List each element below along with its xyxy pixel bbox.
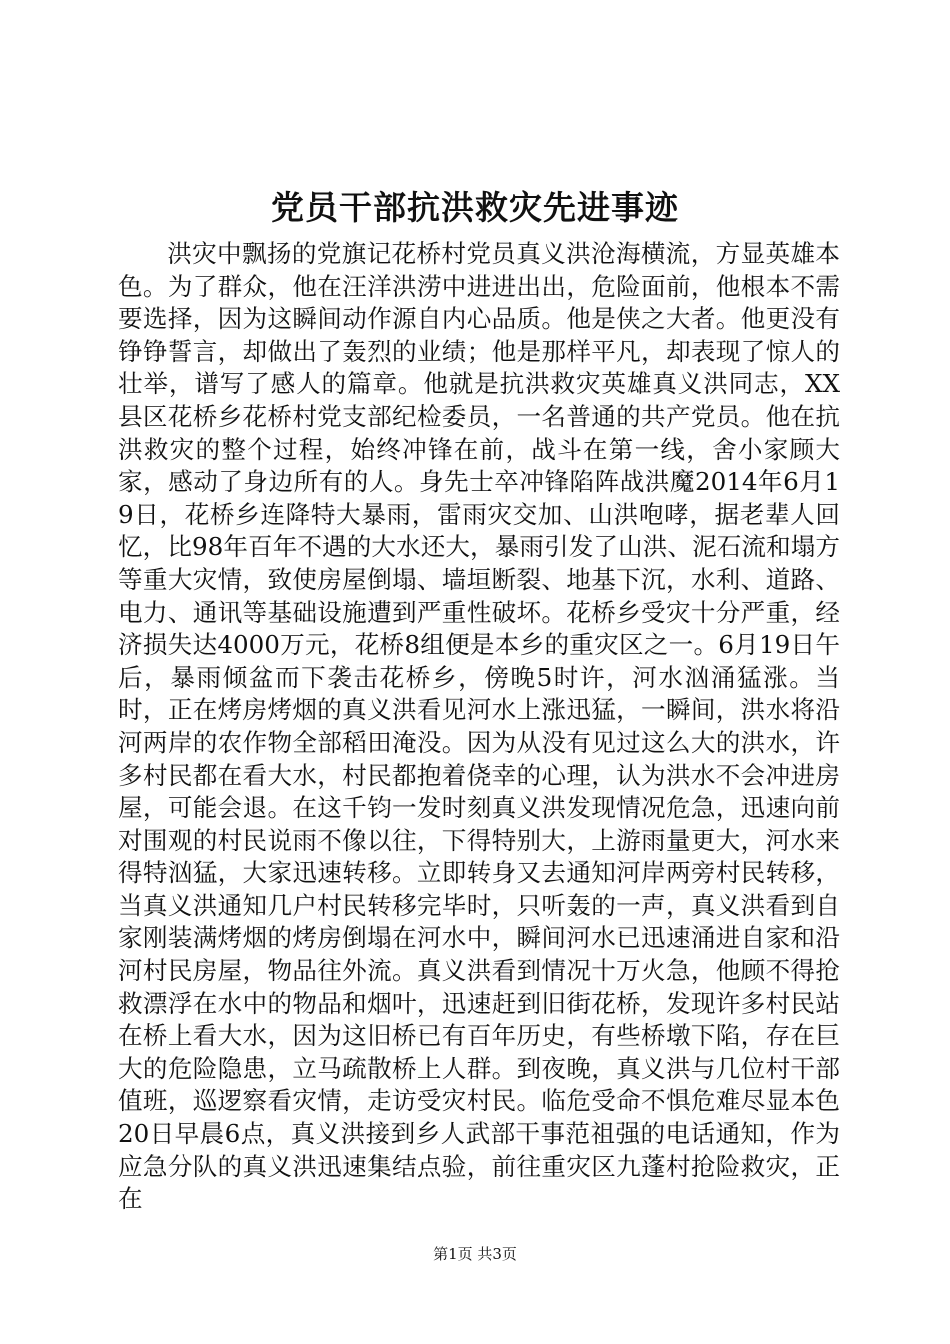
document-title: 党员干部抗洪救灾先进事迹 [271,188,679,227]
page-number-footer: 第1页 共3页 [433,1245,517,1263]
document-body-paragraph: 洪灾中飘扬的党旗记花桥村党员真义洪沧海横流，方显英雄本色。为了群众，他在汪洋洪涝中进进出出，危险面前，他根本不需要选择，因为这瞬间动作源自内心品质。他是侠之大者。他更没有铮铮誓言，却做出了轰烈的业绩；他是那样平凡，却表现了惊人的壮举，谱写了感人的篇章。他就是抗洪救灾英雄真义洪同志，XX县区花桥乡花桥村党支部纪检委员，一名普通的共产党员。他在抗洪救灾的整个过程，始终冲锋在前，战斗在第一线，舍小家顾大家，感动了身边所有的人。身先士卒冲锋陷阵战洪魔2014年6月19日，花桥乡连降特大暴雨，雷雨灾交加、山洪咆哮，据老辈人回忆，比98年百年不遇的大水还大，暴雨引发了山洪、泥石流和塌方等重大灾情，致使房屋倒塌、墙垣断裂、地基下沉，水利、道路、电力、通讯等基础设施遭到严重性破坏。花桥乡受灾十分严重，经济损失达4000万元，花桥8组便是本乡的重灾区之一。6月19日午后，暴雨倾盆而下袭击花桥乡，傍晚5时许，河水汹涌猛涨。当时，正在烤房烤烟的真义洪看见河水上涨迅猛，一瞬间，洪水将沿河两岸的农作物全部稻田淹没。因为从没有见过这么大的洪水，许多村民都在看大水，村民都抱着侥幸的心理，认为洪水不会冲进房屋，可能会退。在这千钧一发时刻真义洪发现情况危急，迅速向前对围观的村民说雨不像以往，下得特别大，上游雨量更大，河水来得特汹猛，大家迅速转移。立即转身又去通知河岸两旁村民转移，当真义洪通知几户村民转移完毕时，只听轰的一声，真义洪看到自家刚装满烤烟的烤房倒塌在河水中，瞬间河水已迅速涌进自家和沿河村民房屋，物品往外流。真义洪看到情况十万火急，他顾不得抢救漂浮在水中的物品和烟叶，迅速赶到旧街花桥，发现许多村民站在桥上看大水，因为这旧桥已有百年历史，有些桥墩下陷，存在巨大的危险隐患，立马疏散桥上人群。到夜晚，真义洪与几位村干部值班，巡逻察看灾情，走访受灾村民。临危受命不惧危难尽显本色20日早晨6点，真义洪接到乡人武部干事范祖强的电话通知，作为应急分队的真义洪迅速集结点验，前往重灾区九蓬村抢险救灾，正在 [118,239,840,1214]
